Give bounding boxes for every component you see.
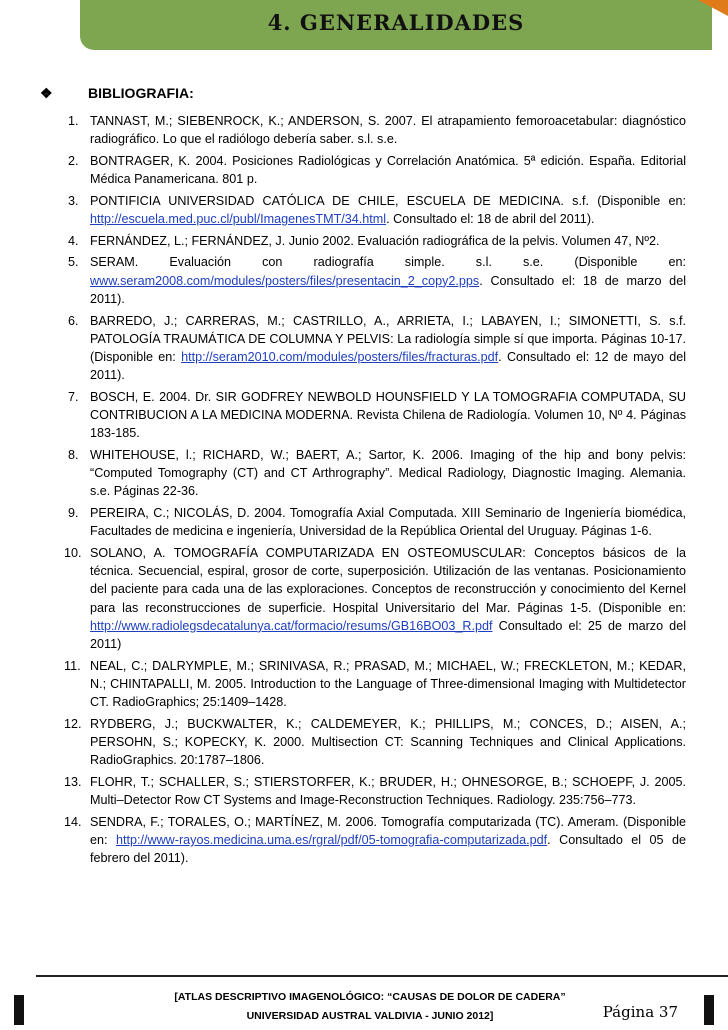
reference-text: . Consultado el 05 de febrero del 2011). xyxy=(90,833,686,866)
reference-item xyxy=(64,253,686,308)
reference-item xyxy=(64,446,686,501)
reference-item xyxy=(64,504,686,540)
reference-link[interactable]: http://www.radiolegsdecatalunya.cat/formacio/resums/GB16BO03_R.pdf xyxy=(90,618,493,633)
reference-item xyxy=(64,715,686,770)
reference-number: 14. xyxy=(64,814,82,829)
reference-text: FERNÁNDEZ, L.; FERNÁNDEZ, J. Junio 2002. Evaluación radiográfica de la pelvis. Volumen 47, Nº2. xyxy=(90,233,660,248)
reference-text: SOLANO, A. TOMOGRAFÍA COMPUTARIZADA EN OSTEOMUSCULAR: Conceptos básicos de la técnica. Secuencial, espiral, grosor de corte, superposición. Utilización de las ventanas. Posicionamiento del paciente para cada una de las exploraciones. Conceptos de reconstrucción y conocimiento del Kernel para las reconstrucciones de superficie. Hospital Universitario del Mar. Páginas 1-5. (Disponible en: xyxy=(90,545,686,615)
reference-text: WHITEHOUSE, l.; RICHARD, W.; BAERT, A.; Sartor, K. 2006. Imaging of the hip and bony pelvis: “Computed Tomography (CT) and CT Arthrography”. Medical Radiology, Diagnostic Imaging. Alemania. s.e. Páginas 22-36. xyxy=(90,447,686,499)
reference-text: PONTIFICIA UNIVERSIDAD CATÓLICA DE CHILE, ESCUELA DE MEDICINA. s.f. (Disponible en: xyxy=(90,193,686,208)
footer-right-bar xyxy=(704,995,714,1025)
reference-text: SENDRA, F.; TORALES, O.; MARTÍNEZ, M. 2006. Tomografía computarizada (TC). Ameram. (Disponible en: xyxy=(90,814,686,848)
reference-link[interactable]: http://escuela.med.puc.cl/publ/ImagenesTMT/34.html xyxy=(90,212,387,227)
reference-number: 9. xyxy=(68,506,79,521)
reference-item xyxy=(64,152,686,188)
reference-text: FLOHR, T.; SCHALLER, S.; STIERSTORFER, K.; BRUDER, H.; OHNESORGE, B.; SCHOEPF, J. 2005. Multi–Detector Row CT Systems and Image-Reconstruction Techniques. Radiology. 235:756–773. xyxy=(90,774,686,808)
reference-text: BONTRAGER, K. 2004. Posiciones Radiológicas y Correlación Anatómica. 5ª edición. España. Editorial Médica Panamericana. 801 p. xyxy=(90,153,686,187)
reference-text: Consultado el: 25 de marzo del 2011) xyxy=(90,618,686,651)
reference-text: BOSCH, E. 2004. Dr. SIR GODFREY NEWBOLD HOUNSFIELD Y LA TOMOGRAFIA COMPUTADA, SU CONTRIBUCION A LA MEDICINA MODERNA. Revista Chilena de Radiología. Volumen 10, Nº 4. Páginas 183-185. xyxy=(90,389,686,441)
header-banner xyxy=(80,0,712,50)
section-title: BIBLIOGRAFIA: xyxy=(88,85,194,101)
reference-item xyxy=(64,112,686,148)
reference-item xyxy=(64,544,686,653)
footer-left-bar xyxy=(14,995,24,1025)
reference-text: . Consultado el: 12 de mayo del 2011). xyxy=(90,349,686,383)
reference-text: TANNAST, M.; SIEBENROCK, K.; ANDERSON, S. 2007. El atrapamiento femoroacetabular: diagnóstico radiográfico. Lo que el radiólogo debería saber. s.l. s.e. xyxy=(90,114,686,147)
reference-item xyxy=(64,657,686,712)
footer-subtitle: UNIVERSIDAD AUSTRAL VALDIVIA - JUNIO 2012] xyxy=(246,1010,494,1022)
page-title: 4. GENERALIDADES xyxy=(267,10,525,35)
reference-number: 3. xyxy=(68,193,79,208)
reference-number: 5. xyxy=(68,255,79,270)
reference-text: . Consultado el: 18 de abril del 2011). xyxy=(386,212,595,227)
reference-item xyxy=(64,388,686,443)
section-heading xyxy=(40,85,194,102)
page-number: Página 37 xyxy=(602,1003,678,1021)
reference-text: PEREIRA, C.; NICOLÁS, D. 2004. Tomografía Axial Computada. XIII Seminario de Ingeniería biomédica, Facultades de medicina e ingeniería, Universidad de la República Oriental del Uruguay. Páginas 1-6. xyxy=(90,506,686,539)
reference-number: 10. xyxy=(64,545,82,560)
reference-link[interactable]: http://www-rayos.medicina.uma.es/rgral/pdf/05-tomografia-computarizada.pdf xyxy=(115,833,548,848)
reference-link[interactable]: http://seram2010.com/modules/posters/files/fracturas.pdf xyxy=(181,349,499,364)
reference-number: 12. xyxy=(64,716,82,731)
reference-text: RYDBERG, J.; BUCKWALTER, K.; CALDEMEYER, K.; PHILLIPS, M.; CONCES, D.; AISEN, A.; PERSOHN, S.; KOPECKY, K. 2000. Multisection CT: Scanning Techniques and Clinical Applications. RadioGraphics. 20:1787–1806. xyxy=(90,716,686,768)
reference-number: 11. xyxy=(64,658,81,673)
reference-number: 7. xyxy=(68,389,79,404)
reference-text: SERAM. Evaluación con radiografía simple. s.l. s.e. (Disponible en: xyxy=(90,255,686,270)
reference-item xyxy=(64,312,686,385)
reference-link[interactable]: www.seram2008.com/modules/posters/files/presentacin_2_copy2.pps xyxy=(90,273,480,288)
reference-item xyxy=(64,232,686,250)
reference-number: 4. xyxy=(68,233,79,248)
reference-item xyxy=(64,773,686,809)
reference-number: 2. xyxy=(68,153,79,168)
reference-number: 8. xyxy=(68,447,79,462)
reference-text: BARREDO, J.; CARRERAS, M.; CASTRILLO, A., ARRIETA, I.; LABAYEN, I.; SIMONETTI, S. s.f. PATOLOGÍA TRAUMÁTICA DE COLUMNA Y PELVIS: La radiología simple sí que importa. Páginas 10-17. (Disponible en: xyxy=(90,313,686,364)
reference-text: NEAL, C.; DALRYMPLE, M.; SRINIVASA, R.; PRASAD, M.; MICHAEL, W.; FRECKLETON, M.; KEDAR, N.; CHINTAPALLI, M. 2005. Introduction to the Language of Three-dimensional Imaging with Multidetector CT. RadioGraphics; 25:1409–1428. xyxy=(90,658,686,710)
footer-divider xyxy=(36,975,728,977)
diamond-bullet-icon: ❖ xyxy=(40,85,53,101)
reference-number: 1. xyxy=(68,114,79,128)
reference-number: 6. xyxy=(68,313,79,328)
footer-title: [ATLAS DESCRIPTIVO IMAGENOLÓGICO: “CAUSAS DE DOLOR DE CADERA” xyxy=(174,991,566,1003)
reference-list xyxy=(64,112,686,871)
reference-text: . Consultado el: 18 de marzo del 2011). xyxy=(90,273,686,306)
reference-number: 13. xyxy=(64,774,82,789)
reference-item xyxy=(64,813,686,868)
reference-item xyxy=(64,192,686,228)
